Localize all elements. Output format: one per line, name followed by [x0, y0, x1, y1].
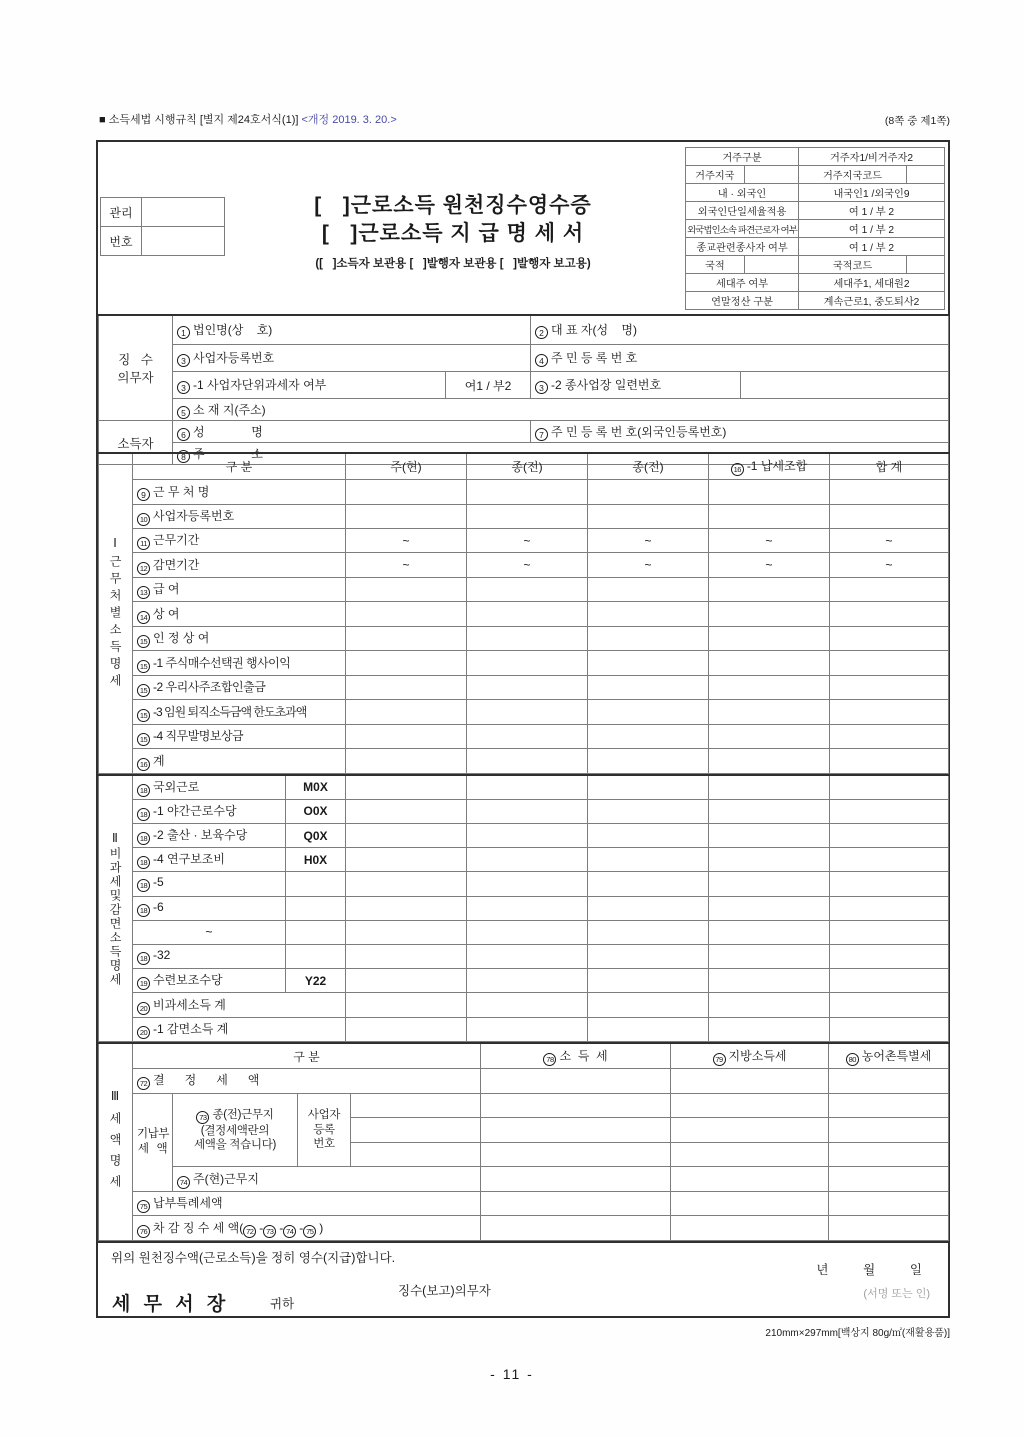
resident-value: 거주자1/비거주자2 [799, 148, 945, 166]
resident-value: 여 1 / 부 2 [799, 202, 945, 220]
value-cell [709, 896, 830, 920]
col-header-main: 주(현) [346, 453, 467, 480]
bizno-side-label: 사업자 등록 번호 [298, 1093, 351, 1167]
value-cell [588, 602, 709, 626]
value-cell [588, 724, 709, 748]
code-cell: O0X [286, 799, 346, 823]
value-cell: ~ [830, 529, 949, 553]
reporting-agent-line: 징수(보고)의무자 [398, 1284, 491, 1298]
bizno-value-cell [351, 1142, 481, 1167]
value-cell [467, 480, 588, 504]
formula: ( 72 - 73 - 74 - 75 ) [239, 1220, 324, 1236]
s3-header-gubun: 구 분 [133, 1043, 481, 1069]
value-cell [709, 675, 830, 699]
value-cell [588, 651, 709, 675]
value-cell [709, 749, 830, 774]
resident-label: 연말정산 구분 [686, 292, 799, 310]
row-label: 19 수련보조수당 [133, 969, 286, 993]
value-cell [346, 1017, 467, 1041]
unit-taxpayer-option: 여1 / 부2 [446, 372, 531, 399]
address-label: 5 소 재 지(주소) [173, 399, 949, 421]
value-cell [709, 945, 830, 969]
value-cell [588, 945, 709, 969]
value-cell [830, 848, 949, 872]
form-reference-line [99, 111, 397, 127]
value-cell [709, 700, 830, 724]
value-cell [346, 823, 467, 847]
value-cell [588, 872, 709, 896]
section3-side-label: Ⅲ세액명세 [99, 1043, 133, 1241]
value-cell [467, 749, 588, 774]
value-cell [346, 675, 467, 699]
row-label: 18 -5 [133, 872, 286, 896]
value-cell [830, 700, 949, 724]
value-cell [830, 504, 949, 528]
representative-label: 2 대 표 자(성 명) [531, 315, 949, 345]
row-label: 11 근무기간 [133, 529, 346, 553]
mgmt-value-1 [142, 198, 225, 227]
value-cell [588, 504, 709, 528]
value-cell [829, 1216, 949, 1241]
value-cell: ~ [467, 529, 588, 553]
code-cell [286, 945, 346, 969]
row-label: 10 사업자등록번호 [133, 504, 346, 528]
resident-label: 내 · 외국인 [686, 184, 799, 202]
management-number-box [100, 197, 225, 256]
value-cell [709, 823, 830, 847]
value-cell [346, 896, 467, 920]
row-label: 18 -2 출산 · 보육수당 [133, 823, 286, 847]
row-label: 18 -1 야간근로수당 [133, 799, 286, 823]
row-label: 20 -1 감면소득 계 [133, 1017, 346, 1041]
value-cell [671, 1069, 829, 1094]
value-cell [467, 896, 588, 920]
value-cell [467, 504, 588, 528]
row-label: 15 -2 우리사주조합인출금 [133, 675, 346, 699]
value-cell [709, 504, 830, 528]
resident-value: 여 1 / 부 2 [799, 220, 945, 238]
row-label: 14 상 여 [133, 602, 346, 626]
resident-value: 계속근로1, 중도퇴사2 [799, 292, 945, 310]
row-label: 18 -4 연구보조비 [133, 848, 286, 872]
prepaid-tax-label: 기납부 세 액 [133, 1093, 173, 1191]
value-cell [830, 724, 949, 748]
resident-label: 외국법인소속 파견근로자 여부 [686, 220, 799, 238]
value-cell [346, 775, 467, 799]
row-label: 18 -6 [133, 896, 286, 920]
value-cell [467, 993, 588, 1017]
resident-label: 국적코드 [799, 256, 907, 274]
value-cell [829, 1069, 949, 1094]
row-label: 13 급 여 [133, 577, 346, 601]
value-cell [346, 480, 467, 504]
value-cell [671, 1118, 829, 1143]
agent-side-label: 징 수 의무자 [99, 315, 173, 421]
code-cell: Y22 [286, 969, 346, 993]
special-payment-label: 75 납부특례세액 [133, 1191, 481, 1216]
value-cell [709, 724, 830, 748]
value-cell [346, 724, 467, 748]
value-cell [830, 749, 949, 774]
value-cell [830, 920, 949, 944]
mgmt-label-1: 관리 [101, 198, 142, 227]
earner-name-label: 6 성 명 [173, 421, 531, 443]
value-cell [467, 675, 588, 699]
value-cell: ~ [709, 529, 830, 553]
value-cell [346, 920, 467, 944]
section1-side-label: Ⅰ근무처별소득명세 [99, 453, 133, 774]
value-cell [830, 872, 949, 896]
value-cell [346, 945, 467, 969]
value-cell [709, 1017, 830, 1041]
resident-value: 여 1 / 부 2 [799, 238, 945, 256]
value-cell [830, 993, 949, 1017]
col-header-taxassoc: 16 -1 납세조합 [709, 453, 830, 480]
statute-reference: ■ 소득세법 시행규칙 [별지 제24호서식(1)] [99, 114, 302, 126]
col-header-total: 합 계 [830, 453, 949, 480]
code-cell [286, 920, 346, 944]
s3-header-ruraltax: 80 농어촌특별세 [829, 1043, 949, 1069]
value-cell [671, 1216, 829, 1241]
corp-name-label: 1 법인명(상 호) [173, 315, 531, 345]
value-cell [467, 577, 588, 601]
value-cell [709, 480, 830, 504]
prev-workplace-label: 73 종(전)근무지 (결정세액란의 세액을 적습니다) [173, 1093, 298, 1167]
value-cell [346, 872, 467, 896]
value-cell [671, 1191, 829, 1216]
value-cell [588, 675, 709, 699]
value-cell [467, 920, 588, 944]
value-cell [709, 626, 830, 650]
value-cell [588, 775, 709, 799]
value-cell [467, 848, 588, 872]
value-cell [830, 1017, 949, 1041]
row-label: ~ [133, 920, 286, 944]
value-cell [830, 480, 949, 504]
row-label: 16 계 [133, 749, 346, 774]
row-label: 18 국외근로 [133, 775, 286, 799]
earner-side-label: 소득자 [99, 421, 173, 465]
resident-value [744, 256, 798, 274]
value-cell [467, 724, 588, 748]
value-cell [830, 675, 949, 699]
page-number: - 11 - [490, 1366, 534, 1382]
value-cell [829, 1142, 949, 1167]
form-outer-box [96, 140, 950, 1318]
value-cell [709, 651, 830, 675]
value-cell [709, 799, 830, 823]
value-cell [481, 1118, 671, 1143]
value-cell: ~ [346, 553, 467, 577]
value-cell [467, 775, 588, 799]
value-cell [346, 848, 467, 872]
signature-note: (서명 또는 인) [863, 1288, 930, 1300]
value-cell [467, 945, 588, 969]
unit-taxpayer-label: 3 -1 사업자단위과세자 여부 [173, 372, 446, 399]
value-cell [467, 872, 588, 896]
value-cell [709, 848, 830, 872]
value-cell [467, 651, 588, 675]
resident-value [907, 256, 945, 274]
section1-income-table [98, 452, 949, 774]
value-cell [830, 823, 949, 847]
net-collected-tax-label: 76 차 감 징 수 세 액( 72 - 73 - 74 - 75 ) [133, 1216, 481, 1241]
value-cell [588, 823, 709, 847]
row-label: 15 -1 주식매수선택권 행사이익 [133, 651, 346, 675]
value-cell [829, 1191, 949, 1216]
value-cell [830, 799, 949, 823]
resident-label: 거주지국코드 [799, 166, 907, 184]
value-cell [588, 920, 709, 944]
resident-value: 내국인1 /외국인9 [799, 184, 945, 202]
value-cell [829, 1167, 949, 1192]
form-title-line1: [ ]근로소득 원천징수영수증 [314, 194, 592, 217]
value-cell [829, 1118, 949, 1143]
resident-value [907, 166, 945, 184]
section2-nontax-table [98, 774, 949, 1042]
section3-tax-table [98, 1042, 949, 1241]
code-cell: M0X [286, 775, 346, 799]
resident-label: 국적 [686, 256, 745, 274]
bizno-value-cell [351, 1118, 481, 1143]
value-cell [830, 896, 949, 920]
form-title-block [223, 192, 683, 271]
earner-regno-label: 7 주 민 등 록 번 호(외국인등록번호) [531, 421, 949, 443]
value-cell [346, 626, 467, 650]
tax-office-head: 세 무 서 장 [112, 1294, 230, 1315]
value-cell [830, 651, 949, 675]
withholding-agent-table [98, 314, 949, 465]
col-header-gubun: 구 분 [133, 453, 346, 480]
resident-regno-label: 4 주 민 등 록 번 호 [531, 345, 949, 372]
value-cell [709, 577, 830, 601]
value-cell: ~ [588, 529, 709, 553]
row-label: 20 비과세소득 계 [133, 993, 346, 1017]
value-cell [709, 872, 830, 896]
paper-spec: 210mm×297mm[백상지 80g/㎡(재활용품)] [765, 1328, 950, 1339]
value-cell [671, 1167, 829, 1192]
resident-value [744, 166, 798, 184]
s3-header-localtax: 79 지방소득세 [671, 1043, 829, 1069]
bizno-value-cell [351, 1093, 481, 1118]
value-cell: ~ [588, 553, 709, 577]
resident-label: 거주지국 [686, 166, 745, 184]
value-cell [481, 1093, 671, 1118]
value-cell [467, 1017, 588, 1041]
value-cell [481, 1216, 671, 1241]
value-cell: ~ [709, 553, 830, 577]
row-label: 12 감면기간 [133, 553, 346, 577]
s3-header-incometax: 78 소 득 세 [481, 1043, 671, 1069]
code-cell [286, 872, 346, 896]
code-cell [286, 896, 346, 920]
resident-label: 외국인단일세율적용 [686, 202, 799, 220]
value-cell [481, 1142, 671, 1167]
value-cell [709, 602, 830, 626]
value-cell [481, 1167, 671, 1192]
col-header-prev2: 종(전) [588, 453, 709, 480]
value-cell [467, 602, 588, 626]
value-cell [467, 700, 588, 724]
value-cell [467, 969, 588, 993]
value-cell [830, 775, 949, 799]
form-title-line2: [ ]근로소득 지 급 명 세 서 [321, 222, 585, 246]
value-cell [588, 626, 709, 650]
code-cell: Q0X [286, 823, 346, 847]
mgmt-label-2: 번호 [101, 227, 142, 256]
row-label: 15 -3 임원 퇴직소득금액 한도초과액 [133, 700, 346, 724]
mgmt-value-2 [142, 227, 225, 256]
row-label: 18 -32 [133, 945, 286, 969]
value-cell [346, 577, 467, 601]
declaration-text: 위의 원천징수액(근로소득)을 정히 영수(지급)합니다. [111, 1251, 396, 1265]
value-cell [829, 1093, 949, 1118]
main-workplace-label: 74 주(현)근무지 [173, 1167, 481, 1192]
resident-value: 세대주1, 세대원2 [799, 274, 945, 292]
resident-label: 종교관련종사자 여부 [686, 238, 799, 256]
value-cell [346, 602, 467, 626]
earner-address-label: 8 주 소 [173, 443, 949, 465]
value-cell [709, 920, 830, 944]
date-line: 년 월 일 [816, 1263, 922, 1277]
page-indicator: (8쪽 중 제1쪽) [884, 115, 950, 127]
value-cell [588, 749, 709, 774]
value-cell [588, 700, 709, 724]
row-label: 15 인 정 상 여 [133, 626, 346, 650]
value-cell [588, 896, 709, 920]
section2-side-label: Ⅱ비과세및감면소득명세 [99, 775, 133, 1042]
value-cell [830, 626, 949, 650]
value-cell: ~ [830, 553, 949, 577]
value-cell [588, 480, 709, 504]
branch-serial-label: 3 -2 종사업장 일련번호 [531, 372, 741, 399]
value-cell [830, 945, 949, 969]
value-cell: ~ [346, 529, 467, 553]
value-cell [709, 993, 830, 1017]
value-cell [346, 799, 467, 823]
value-cell [588, 1017, 709, 1041]
value-cell [346, 651, 467, 675]
value-cell [346, 993, 467, 1017]
value-cell [346, 700, 467, 724]
value-cell [481, 1191, 671, 1216]
code-cell: H0X [286, 848, 346, 872]
value-cell [830, 969, 949, 993]
recipient-suffix: 귀하 [270, 1297, 295, 1311]
value-cell [467, 626, 588, 650]
form-title-subtitle: ([ ]소득자 보관용 [ ]발행자 보관용 [ ]발행자 보고용) [315, 257, 591, 270]
value-cell [346, 969, 467, 993]
resident-label: 세대주 여부 [686, 274, 799, 292]
value-cell [588, 969, 709, 993]
business-regno-label: 3 사업자등록번호 [173, 345, 531, 372]
value-cell [346, 504, 467, 528]
col-header-prev1: 종(전) [467, 453, 588, 480]
declaration-footer [98, 1241, 948, 1318]
revision-note: <개정 2019. 3. 20.> [301, 114, 397, 126]
value-cell [588, 799, 709, 823]
value-cell [346, 749, 467, 774]
value-cell: ~ [467, 553, 588, 577]
value-cell [467, 799, 588, 823]
value-cell [709, 969, 830, 993]
branch-serial-value [741, 372, 949, 399]
value-cell [830, 602, 949, 626]
value-cell [830, 577, 949, 601]
value-cell [671, 1142, 829, 1167]
resident-classification-table [685, 147, 945, 310]
resident-label: 거주구분 [686, 148, 799, 166]
value-cell [709, 775, 830, 799]
value-cell [588, 577, 709, 601]
value-cell [588, 993, 709, 1017]
value-cell [467, 823, 588, 847]
value-cell [588, 848, 709, 872]
determined-tax-label: 72 결 정 세 액 [133, 1069, 481, 1094]
value-cell [481, 1069, 671, 1094]
value-cell [671, 1093, 829, 1118]
row-label: 15 -4 직무발명보상금 [133, 724, 346, 748]
row-label: 9 근 무 처 명 [133, 480, 346, 504]
